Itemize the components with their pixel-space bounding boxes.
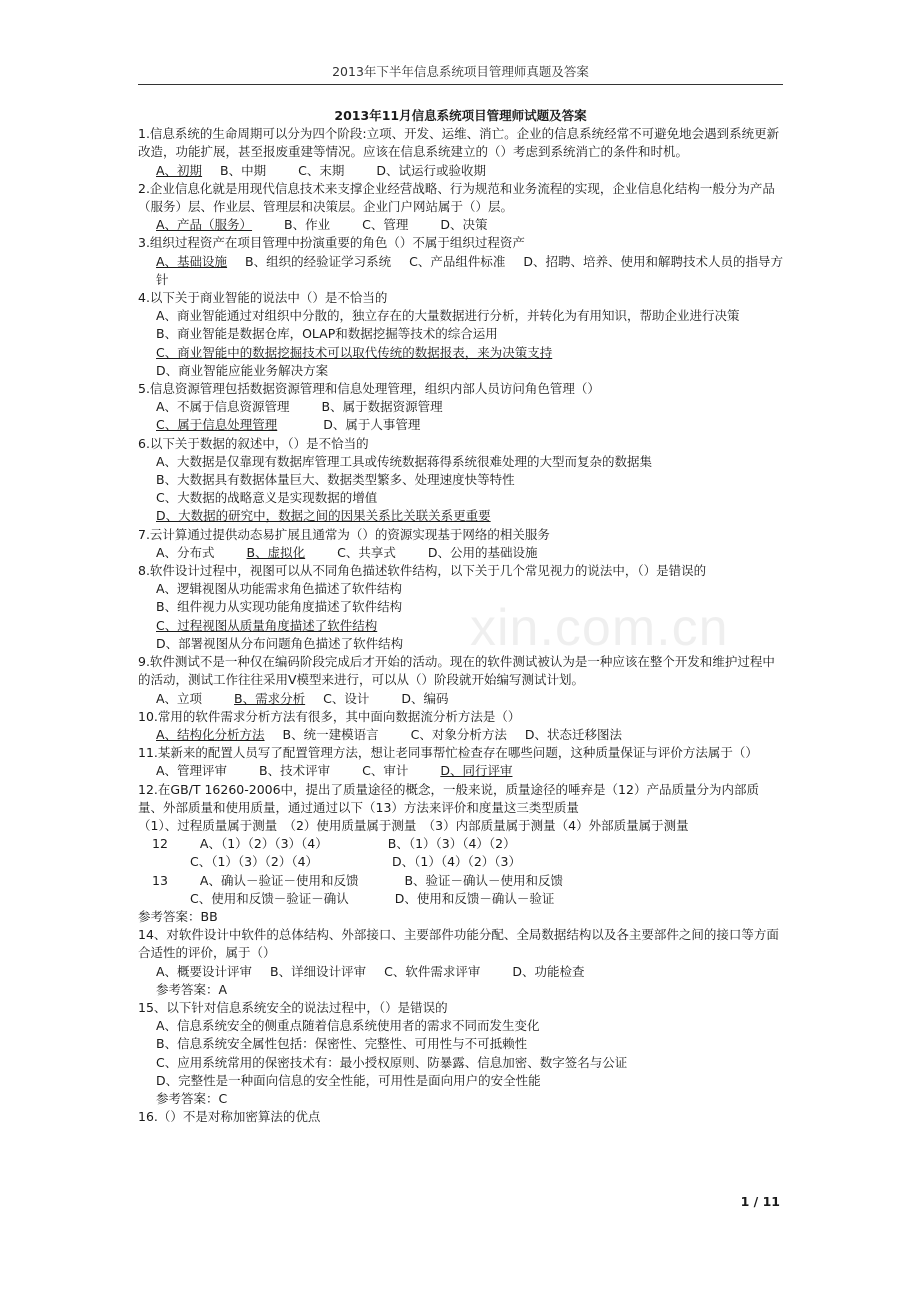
- option-c-text: C、商业智能中的数据挖掘技术可以取代传统的数据报表，来为决策支持: [156, 344, 553, 360]
- question-stem: 4.以下关于商业智能的说法中（）是不恰当的: [138, 290, 388, 306]
- option-c: C、对象分析方法: [410, 726, 507, 742]
- options-row: [138, 963, 783, 981]
- option-a: A、初期: [156, 162, 203, 178]
- question-9: [138, 653, 783, 708]
- option-d: D、公用的基础设施: [427, 544, 538, 560]
- question-4: [138, 289, 783, 380]
- option-b: B、大数据具有数据体量巨大、数据类型繁多、处理速度快等特性: [156, 472, 515, 488]
- option-b: B、信息系统安全属性包括：保密性、完整性、可用性与不可抵赖性: [156, 1036, 528, 1052]
- option-b: B、属于数据资源管理: [321, 399, 443, 415]
- option-c: C、（1）（3）（2）（4）: [190, 854, 319, 870]
- question-11: [138, 744, 783, 780]
- question-14: [138, 926, 783, 999]
- question-stem: 14、对软件设计中软件的总体结构、外部接口、主要部件功能分配、全局数据结构以及各主要部件之间的接口等方面合适性的评价，属于（）: [138, 927, 779, 961]
- sub-question-number: 13: [152, 872, 168, 888]
- option-b: B、组件视力从实现功能角度描述了软件结构: [156, 599, 403, 615]
- document-title: 2013年11月信息系统项目管理师试题及答案: [334, 108, 587, 123]
- option-a: A、分布式: [156, 544, 215, 560]
- question-stem: 2.企业信息化就是用现代信息技术来支撑企业经营战略、行为规范和业务流程的实现，企业信息化结构一般分为产品（服务）层、作业层、管理层和决策层。企业门户网站属于（）层。: [138, 180, 775, 215]
- page-header: 2013年下半年信息系统项目管理师真题及答案: [332, 64, 589, 79]
- options-row: [138, 253, 783, 289]
- question-2: [138, 180, 783, 235]
- option-d: D、同行评审: [440, 763, 513, 779]
- option-b: B、技术评审: [259, 763, 331, 779]
- option-a: A、确认－验证－使用和反馈: [199, 872, 359, 888]
- option-a: A、不属于信息资源管理: [156, 399, 290, 415]
- option-d: D、商业智能应能业务解决方案: [156, 362, 329, 378]
- question-stem: 11.某新来的配置人员写了配置管理方法，想让老同事帮忙检查存在哪些问题，这种质量保证与评价方法属于（）: [138, 745, 758, 761]
- question-stem: 1.信息系统的生命周期可以分为四个阶段:立项、开发、运维、消亡。企业的信息系统经常不可避免地会遇到系统更新改造，功能扩展，甚至报废重建等情况。应该在信息系统建立的（）考虑到系统消亡的条件和时机。: [138, 126, 780, 160]
- q13-options-row-2: [138, 890, 783, 908]
- option-b: B、组织的经验证学习系统: [245, 253, 392, 269]
- option-d: D、（1）（4）（2）（3）: [392, 854, 521, 870]
- sub-question-number: 12: [152, 836, 168, 852]
- question-3: [138, 234, 783, 289]
- option-a: A、大数据是仅靠现有数据库管理工具或传统数据蒋得系统很难处理的大型而复杂的数据集: [156, 453, 653, 469]
- option-b: B、需求分析: [234, 690, 306, 706]
- question-stem: 10.常用的软件需求分析方法有很多，其中面向数据流分析方法是（）: [138, 708, 521, 724]
- question-stem: 7.云计算通过提供动态易扩展且通常为（）的资源实现基于网络的相关服务: [138, 526, 550, 542]
- question-7: [138, 526, 783, 562]
- option-a: A、立项: [156, 690, 203, 706]
- option-d: D、完整性是一种面向信息的安全性能，可用性是面向用户的安全性能: [156, 1072, 541, 1088]
- option-b: B、中期: [220, 162, 267, 178]
- option-b: B、详细设计评审: [270, 963, 367, 979]
- question-stem: 5.信息资源管理包括数据资源管理和信息处理管理，组织内部人员访问角色管理（）: [138, 381, 600, 397]
- option-c: C、软件需求评审: [384, 963, 481, 979]
- option-a: A、概要设计评审: [156, 963, 253, 979]
- option-c: C、属于信息处理管理: [156, 417, 278, 433]
- q13-options-row-1: [138, 872, 783, 890]
- option-d: [138, 507, 783, 525]
- option-d: D、属于人事管理: [323, 417, 421, 433]
- option-a: A、（1）（2）（3）（4）: [199, 836, 328, 852]
- question-10: [138, 708, 783, 744]
- option-d: D、招聘、培养、使用和解聘技术人员的指导方针: [156, 253, 783, 287]
- option-a: A、管理评审: [156, 763, 228, 779]
- option-d: D、决策: [440, 217, 488, 233]
- option-a: A、逻辑视图从功能需求角色描述了软件结构: [156, 581, 403, 597]
- options-row: [138, 690, 783, 708]
- option-a: A、信息系统安全的侧重点随着信息系统使用者的需求不同而发生变化: [156, 1018, 540, 1034]
- option-c: C、共享式: [337, 544, 396, 560]
- document-body: [138, 107, 783, 1126]
- option-d-text: D、大数据的研究中，数据之间的因果关系比关联关系更重要: [156, 508, 491, 524]
- options-row: [138, 162, 783, 180]
- options-row: [138, 544, 783, 562]
- question-1: [138, 125, 783, 180]
- option-a: A、商业智能通过对组织中分散的，独立存在的大量数据进行分析，并转化为有用知识，帮助企业进行决策: [156, 308, 740, 324]
- option-d: D、功能检查: [512, 963, 585, 979]
- option-c: C、设计: [323, 690, 370, 706]
- option-c: C、大数据的战略意义是实现数据的增值: [156, 490, 378, 506]
- option-c: C、末期: [298, 162, 345, 178]
- options-row: [138, 726, 783, 744]
- question-stem: 3.组织过程资产在项目管理中扮演重要的角色（）不属于组织过程资产: [138, 235, 525, 251]
- option-b: B、统一建模语言: [282, 726, 379, 742]
- option-c: C、应用系统常用的保密技术有：最小授权原则、防暴露、信息加密、数字签名与公证: [156, 1054, 628, 1070]
- question-8: [138, 562, 783, 653]
- option-d: D、编码: [401, 690, 449, 706]
- options-row: [138, 762, 783, 780]
- option-c: C、审计: [362, 763, 409, 779]
- question-6: [138, 435, 783, 526]
- options-row: [138, 216, 783, 234]
- options-row: [138, 416, 783, 434]
- question-16: [138, 1108, 783, 1126]
- measurement-list: （1）、过程质量属于测量 （2）使用质量属于测量 （3）内部质量属于测量（4）外部质量属于测量: [138, 817, 689, 833]
- question-stem: 8.软件设计过程中，视图可以从不同角色描述软件结构，以下关于几个常见视力的说法中，（）是错误的: [138, 563, 707, 579]
- option-c: C、管理: [362, 217, 409, 233]
- option-b: B、商业智能是数据仓库，OLAP和数据挖掘等技术的综合运用: [156, 326, 498, 342]
- watermark: xin.com.cn: [470, 599, 729, 657]
- option-c: C、使用和反馈－验证－确认: [190, 890, 349, 906]
- option-b: B、（1）（3）（4）（2）: [387, 836, 516, 852]
- option-a: A、产品（服务）: [156, 217, 253, 233]
- option-d: D、使用和反馈－确认－验证: [394, 890, 555, 906]
- option-b: B、虚拟化: [246, 544, 306, 560]
- option-c: [138, 344, 783, 362]
- answer: 参考答案：A: [156, 981, 228, 997]
- question-stem: 16.（）不是对称加密算法的优点: [138, 1109, 321, 1125]
- option-a: A、基础设施: [156, 253, 228, 269]
- options-row: [138, 398, 783, 416]
- question-stem: 6.以下关于数据的叙述中，（）是不恰当的: [138, 435, 369, 451]
- option-c-text: C、过程视图从质量角度描述了软件结构: [156, 617, 378, 633]
- question-12: [138, 781, 783, 927]
- header-divider: [138, 84, 783, 85]
- question-15: [138, 999, 783, 1108]
- question-stem: 9.软件测试不是一种仅在编码阶段完成后才开始的活动。现在的软件测试被认为是一种应该在整个开发和维护过程中的活动，测试工作往往采用V模型来进行，可以从（）阶段就开始编写测试计划。: [138, 654, 775, 688]
- option-d: D、部署视图从分布问题角色描述了软件结构: [156, 635, 404, 651]
- q12-options-row-1: [138, 835, 783, 853]
- q12-options-row-2: [138, 853, 783, 871]
- option-d: D、试运行或验收期: [376, 162, 486, 178]
- answer: 参考答案：BB: [138, 908, 218, 924]
- option-b: B、作业: [284, 217, 331, 233]
- option-b: B、验证－确认－使用和反馈: [404, 872, 564, 888]
- option-d: D、状态迁移图法: [524, 726, 622, 742]
- option-c: C、产品组件标准: [409, 253, 506, 269]
- question-stem: 12.在GB/T 16260-2006中，提出了质量途径的概念，一般来说，质量途径的唾弃是（12）产品质量分为内部质量、外部质量和使用质量，通过通过以下（13）方法来评价和度量这三类型质量: [138, 781, 759, 815]
- question-stem: 15、以下针对信息系统安全的说法过程中，（）是错误的: [138, 999, 448, 1015]
- question-5: [138, 380, 783, 435]
- option-c: [138, 617, 783, 635]
- answer: 参考答案：C: [156, 1090, 228, 1106]
- page-number: 1 / 11: [740, 1194, 780, 1209]
- option-a: A、结构化分析方法: [156, 726, 265, 742]
